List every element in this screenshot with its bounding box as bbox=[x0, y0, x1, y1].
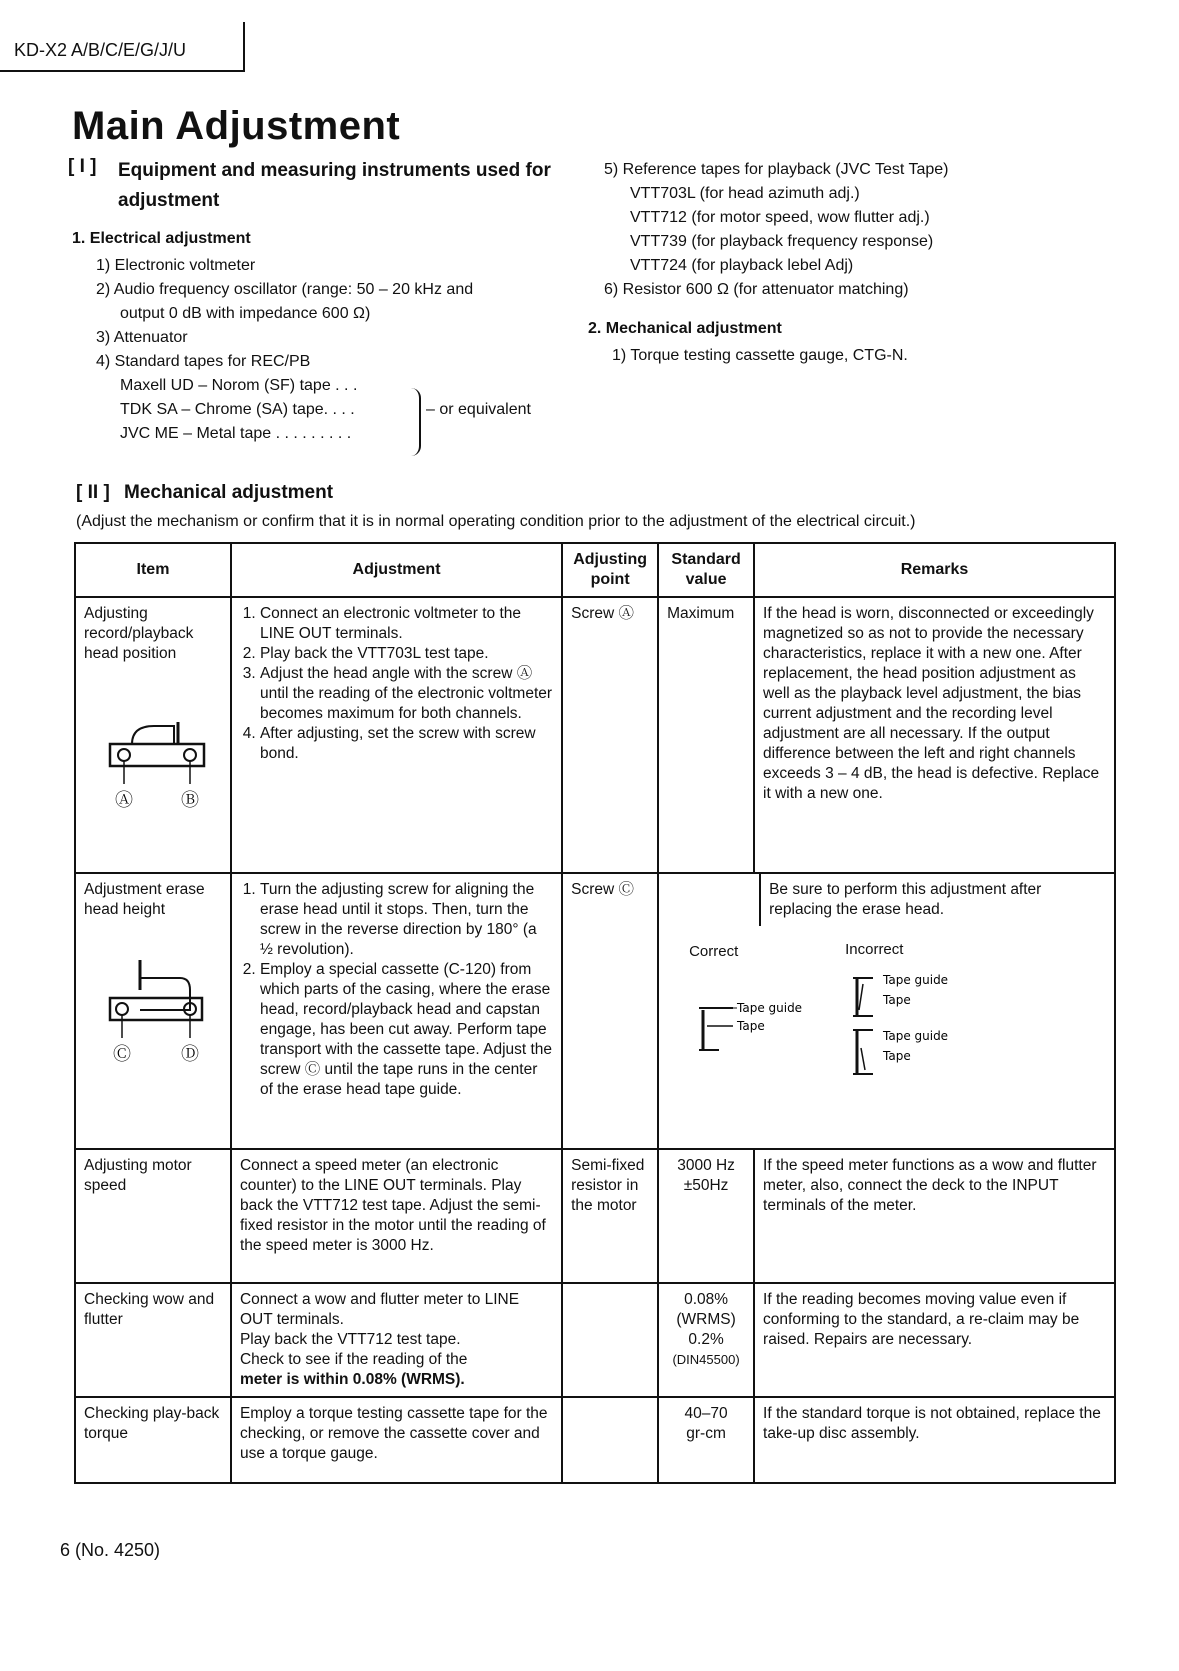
incorrect-label: Incorrect bbox=[845, 941, 904, 958]
list-item: VTT739 (for playback frequency response) bbox=[630, 233, 934, 250]
section1-heading: Equipment and measuring instruments used for adjustment bbox=[118, 160, 551, 211]
row3-remarks: If the speed meter functions as a wow and flutter meter, also, connect the deck to the INPUT terminals of the meter. bbox=[754, 1149, 1115, 1283]
row2-adjustment bbox=[231, 873, 562, 1149]
standard-line: 0.2% bbox=[688, 1331, 724, 1348]
adjustment-line-bold: meter is within 0.08% (WRMS). bbox=[239, 1371, 465, 1388]
table-row bbox=[75, 1397, 1115, 1483]
adjustment-line: Play back the VTT712 test tape. bbox=[239, 1331, 461, 1348]
standard-line: 40–70 bbox=[684, 1405, 728, 1422]
section2-heading: Mechanical adjustment bbox=[124, 482, 334, 503]
tape-label: Tape bbox=[883, 1049, 911, 1063]
list-item: 2) Audio frequency oscillator (range: 50 – 20 kHz and bbox=[96, 281, 474, 298]
correct-tape-guide-icon bbox=[699, 986, 829, 1066]
row2-remarks-cell bbox=[658, 873, 1115, 1149]
tape-guide-figure bbox=[659, 926, 1114, 1146]
section1-number: [ I ] bbox=[68, 156, 97, 177]
row2-point: Screw Ⓒ bbox=[562, 873, 658, 1149]
row4-point bbox=[562, 1283, 658, 1397]
standard-tapes bbox=[120, 374, 357, 446]
adjustment-line: Connect a wow and flutter meter to LINE OUT terminals. bbox=[239, 1291, 520, 1328]
row1-adjustment bbox=[231, 597, 562, 873]
step: 2. Employ a special cassette (C-120) from which parts of the casing, where the erase head, record/playback head and capstan engage, has been cut away. Perform tape transport with the cassette tape. Adjust the screw Ⓒ until the tape runs in the center of the erase head tape guide. bbox=[260, 960, 553, 1100]
row5-item: Checking play-back torque bbox=[75, 1397, 231, 1483]
list-item: output 0 dB with impedance 600 Ω) bbox=[120, 305, 371, 322]
header-adjusting-point: Adjusting point bbox=[562, 543, 658, 597]
section2-note: (Adjust the mechanism or confirm that it is in normal operating condition prior to the adjustment of the electrical circuit.) bbox=[76, 513, 916, 530]
standard-line: 3000 Hz bbox=[677, 1157, 735, 1174]
list-item: TDK SA – Chrome (SA) tape. . . . bbox=[120, 401, 355, 418]
standard-line: 0.08% bbox=[684, 1291, 729, 1308]
row5-point bbox=[562, 1397, 658, 1483]
row3-adjustment: Connect a speed meter (an electronic counter) to the LINE OUT terminals. Play back the VTT712 test tape. Adjust the semi-fixed resistor in the motor until the reading of the speed meter is 3000 Hz. bbox=[231, 1149, 562, 1283]
adjustment-table bbox=[74, 542, 1116, 1484]
standard-line: (DIN45500) bbox=[672, 1352, 740, 1367]
tape-label: Tape bbox=[883, 993, 911, 1007]
list-item: VTT724 (for playback lebel Adj) bbox=[630, 257, 854, 274]
header-rule-horizontal bbox=[0, 70, 245, 72]
list-item: VTT712 (for motor speed, wow flutter adj.) bbox=[630, 209, 930, 226]
row1-item bbox=[75, 597, 231, 873]
tapes-brace bbox=[405, 388, 421, 456]
row2-remarks: Be sure to perform this adjustment after replacing the erase head. bbox=[759, 874, 1114, 926]
page-number: 6 (No. 4250) bbox=[60, 1540, 161, 1560]
header-remarks: Remarks bbox=[754, 543, 1115, 597]
header-standard-value: Standard value bbox=[658, 543, 754, 597]
list-item: VTT703L (for head azimuth adj.) bbox=[630, 185, 860, 202]
fig-label-a: Ⓐ bbox=[115, 790, 133, 811]
step: 1. Connect an electronic voltmeter to the LINE OUT terminals. bbox=[260, 604, 553, 644]
row1-point: Screw Ⓐ bbox=[562, 597, 658, 873]
header-adjustment: Adjustment bbox=[231, 543, 562, 597]
section2-number: [ II ] bbox=[76, 482, 110, 503]
incorrect-tape-guide-icon bbox=[849, 970, 979, 1090]
row5-remarks: If the standard torque is not obtained, replace the take-up disc assembly. bbox=[754, 1397, 1115, 1483]
erase-head-figure bbox=[100, 950, 222, 1070]
list-item: 5) Reference tapes for playback (JVC Test Tape) bbox=[604, 161, 949, 178]
fig-label-d: Ⓓ bbox=[181, 1044, 199, 1065]
tape-guide-label: Tape guide bbox=[883, 973, 949, 987]
row3-point: Semi-fixed resistor in the motor bbox=[562, 1149, 658, 1283]
table-row bbox=[75, 597, 1115, 873]
table-row bbox=[75, 1283, 1115, 1397]
row4-remarks: If the reading becomes moving value even if conforming to the standard, a re-claim may be raised. Repairs are necessary. bbox=[754, 1283, 1115, 1397]
row1-standard: Maximum bbox=[658, 597, 754, 873]
standard-line: ±50Hz bbox=[683, 1177, 729, 1194]
row2-item bbox=[75, 873, 231, 1149]
step: 4. After adjusting, set the screw with screw bond. bbox=[260, 724, 553, 764]
row3-standard bbox=[658, 1149, 754, 1283]
standard-line: (WRMS) bbox=[676, 1311, 736, 1328]
list-item: JVC ME – Metal tape . . . . . . . . . bbox=[120, 425, 352, 442]
list-item: 4) Standard tapes for REC/PB bbox=[96, 353, 311, 370]
tape-guide-label: Tape guide bbox=[883, 1029, 949, 1043]
tape-guide-label: Tape guide bbox=[737, 1001, 803, 1015]
electrical-items bbox=[96, 254, 473, 374]
model-number: KD-X2 A/B/C/E/G/J/U bbox=[14, 40, 187, 60]
header-item: Item bbox=[75, 543, 231, 597]
header-rule-vertical bbox=[243, 22, 245, 72]
row4-adjustment bbox=[231, 1283, 562, 1397]
fig-label-b: Ⓑ bbox=[181, 790, 199, 811]
tapes-note: – or equivalent bbox=[426, 401, 531, 418]
row5-standard bbox=[658, 1397, 754, 1483]
page-title: Main Adjustment bbox=[72, 104, 401, 148]
electrical-adjustment-title: 1. Electrical adjustment bbox=[72, 230, 251, 247]
table-row bbox=[75, 1149, 1115, 1283]
table-header-row bbox=[75, 543, 1115, 597]
row4-standard bbox=[658, 1283, 754, 1397]
item-label: Adjusting record/playback head position bbox=[84, 605, 194, 662]
mechanical-adjustment-title: 2. Mechanical adjustment bbox=[588, 320, 782, 337]
step: 3. Adjust the head angle with the screw Ⓐ until the reading of the electronic voltmeter becomes maximum for both channels. bbox=[260, 664, 553, 724]
list-item: Maxell UD – Norom (SF) tape . . . bbox=[120, 377, 358, 394]
table-row bbox=[75, 873, 1115, 1149]
mechanical-item: 1) Torque testing cassette gauge, CTG-N. bbox=[612, 347, 908, 364]
reference-tapes bbox=[604, 158, 948, 302]
item-label: Adjustment erase head height bbox=[84, 881, 205, 918]
adjustment-line: Check to see if the reading of the bbox=[239, 1351, 468, 1368]
tape-label: Tape bbox=[737, 1019, 765, 1033]
list-item: 1) Electronic voltmeter bbox=[96, 257, 256, 274]
row3-item: Adjusting motor speed bbox=[75, 1149, 231, 1283]
standard-line: gr-cm bbox=[686, 1425, 726, 1442]
correct-label: Correct bbox=[689, 943, 739, 960]
step: 1. Turn the adjusting screw for aligning the erase head until it stops. Then, turn the screw in the reverse direction by 180° (a ½ revolution). bbox=[260, 880, 553, 960]
row5-adjustment: Employ a torque testing cassette tape for the checking, or remove the cassette cover and use a torque gauge. bbox=[231, 1397, 562, 1483]
list-item: 6) Resistor 600 Ω (for attenuator matching) bbox=[604, 281, 909, 298]
head-position-figure bbox=[102, 704, 222, 814]
list-item: 3) Attenuator bbox=[96, 329, 188, 346]
row1-remarks: If the head is worn, disconnected or exceedingly magnetized so as not to provide the necessary characteristics, replace it with a new one. After replacement, the head position adjustment as well as the playback level adjustment, the bias current adjustment and the recording level adjustment are all necessary. If the output difference between the left and right channels exceeds 3 – 4 dB, the head is defective. Replace it with a new one. bbox=[754, 597, 1115, 873]
row4-item: Checking wow and flutter bbox=[75, 1283, 231, 1397]
erase-head-diagram-icon bbox=[100, 950, 210, 1070]
fig-label-c: Ⓒ bbox=[113, 1044, 131, 1065]
head-diagram-icon bbox=[102, 704, 212, 814]
step: 2. Play back the VTT703L test tape. bbox=[260, 644, 553, 664]
